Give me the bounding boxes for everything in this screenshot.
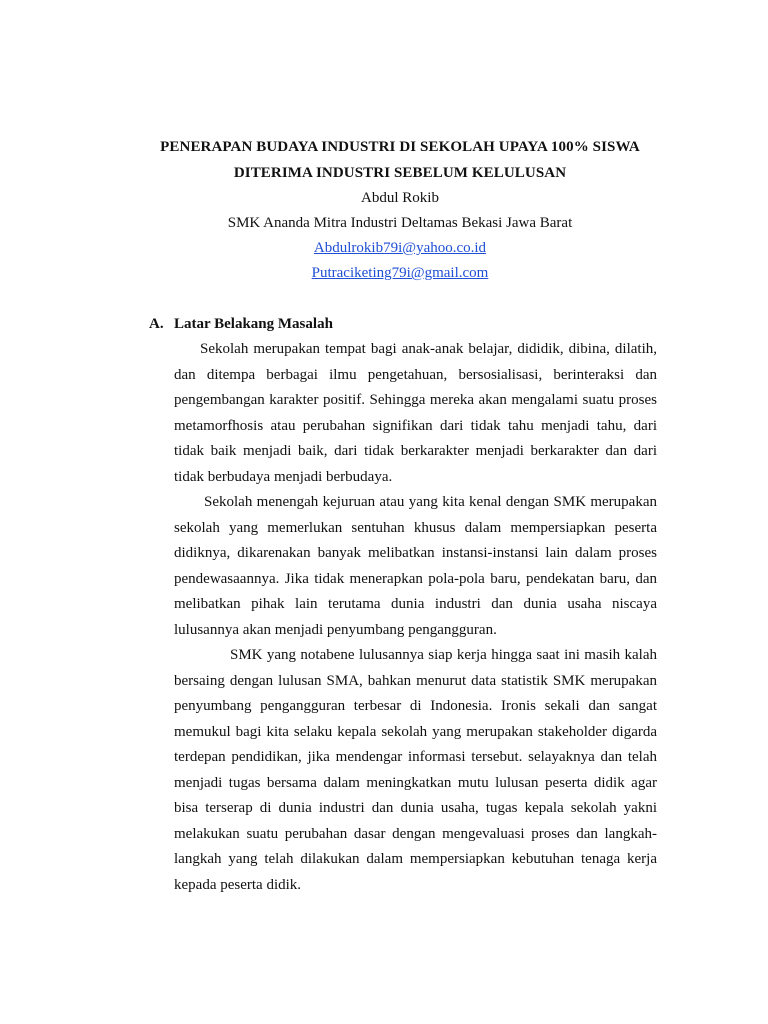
paper-title-line-2: DITERIMA INDUSTRI SEBELUM KELULUSAN xyxy=(233,165,567,181)
paragraph-1: Sekolah merupakan tempat bagi anak-anak belajar, dididik, dibina, dilatih, dan ditempa berbagai ilmu pengetahuan, bersosialisasi, berinteraksi dan pengembangan karakter positif. Sehingga mereka akan mengalami suatu proses metamorfhosis atau perubahan signifikan dari tidak tahu menjadi tahu, dari tidak baik menjadi baik, dari tidak berkarakter menjadi berkarakter dan dari tidak berbudaya menjadi berbudaya. xyxy=(174,341,657,485)
paragraph-2: Sekolah menengah kejuruan atau yang kita kenal dengan SMK merupakan sekolah yang memerlukan sentuhan khusus dalam mempersiapkan peserta didiknya, dikarenakan banyak melibatkan instansi-instansi lain dalam proses pendewasaannya. Jika tidak menerapkan pola-pola baru, pendekatan baru, dan melibatkan pihak lain terutama dunia industri dan dunia usaha niscaya lulusannya akan menjadi penyumbang pengangguran. xyxy=(174,494,657,638)
paper-title-line-1: PENERAPAN BUDAYA INDUSTRI DI SEKOLAH UPAYA 100% SISWA xyxy=(160,139,640,155)
section-number: A. xyxy=(149,316,164,332)
section-heading xyxy=(149,313,333,335)
email-link-gmail[interactable]: Putraciketing79i@gmail.com xyxy=(311,265,489,281)
author-affiliation: SMK Ananda Mitra Industri Deltamas Bekasi Jawa Barat xyxy=(227,215,573,231)
paper-header xyxy=(130,134,670,286)
section-body xyxy=(174,337,657,898)
author-name: Abdul Rokib xyxy=(361,190,439,206)
paragraph-3: SMK yang notabene lulusannya siap kerja hingga saat ini masih kalah bersaing dengan lulusan SMA, bahkan menurut data statistik SMK merupakan penyumbang pengangguran terbesar di Indonesia. Ironis sekali dan sangat memukul bagi kita selaku kepala sekolah yang merupakan stakeholder digarda terdepan pendidikan, jika mendengar informasi tersebut. selayaknya dan telah menjadi tugas bersama dalam meningkatkan mutu lulusan peserta didik agar bisa terserap di dunia industri dan dunia usaha, tugas kepala sekolah yakni melakukan suatu perubahan dasar dengan mengevaluasi proses dan langkah-langkah yang telah dilakukan dalam mempersiapkan kebutuhan tenaga kerja kepada peserta didik. xyxy=(174,647,657,893)
section-title: Latar Belakang Masalah xyxy=(174,316,333,332)
email-link-yahoo[interactable]: Abdulrokib79i@yahoo.co.id xyxy=(313,240,487,256)
